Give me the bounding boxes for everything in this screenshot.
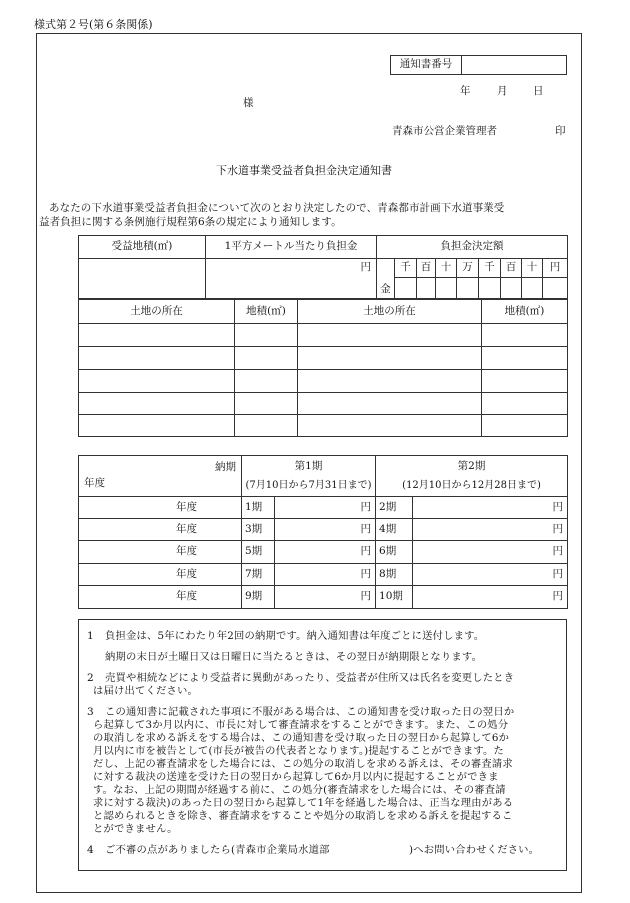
note-3-line: ら起算して3か月以内に、市長に対して審査請求をすることができます。また、この処分 xyxy=(93,719,509,731)
amount-cell[interactable]: 円 xyxy=(413,586,568,609)
digit-cell[interactable] xyxy=(522,278,543,299)
period2-range: (12月10日から12月28日まで) xyxy=(402,480,541,491)
digit-label: 十 xyxy=(436,259,457,278)
note-3-line: この通知書に記載された事項に不服がある場合は、この通知書を受け取った日の翌日か xyxy=(105,706,515,718)
note-3-line: す。なお、上記の期間が経過する前に、この処分(審査請求をした場合には、その審査請 xyxy=(93,784,506,796)
land-location-header: 土地の所在 xyxy=(298,300,482,324)
area-cell[interactable] xyxy=(79,259,206,299)
digit-cell[interactable] xyxy=(417,278,436,299)
date-month: 月 xyxy=(497,85,508,97)
period-label: 5期 xyxy=(242,541,275,564)
land-row xyxy=(79,347,568,370)
period1-range: (7月10日から7月31日まで) xyxy=(245,480,372,491)
note-4-text-a: ご不審の点がありましたら(青森市企業局水道部 xyxy=(105,844,330,856)
period-label: 4期 xyxy=(376,519,413,541)
rate-yen-unit: 円 xyxy=(206,259,377,278)
period-row xyxy=(79,541,568,564)
land-cell[interactable] xyxy=(298,370,482,393)
amount-cell[interactable]: 円 xyxy=(275,564,376,586)
amount-cell[interactable]: 円 xyxy=(413,564,568,586)
rate-cell[interactable] xyxy=(206,278,377,299)
land-cell[interactable] xyxy=(298,324,482,347)
digit-label: 万 xyxy=(457,259,479,278)
land-cell[interactable] xyxy=(235,370,298,393)
digit-cell[interactable] xyxy=(436,278,457,299)
notice-number-box xyxy=(390,55,567,75)
period-table xyxy=(78,455,568,609)
addressee-suffix: 様 xyxy=(243,97,254,109)
land-row xyxy=(79,415,568,437)
period2-header xyxy=(376,456,568,497)
land-cell[interactable] xyxy=(482,324,568,347)
land-cell[interactable] xyxy=(482,370,568,393)
col-rate-header: 1平方メートル当たり負担金 xyxy=(206,236,377,259)
land-cell[interactable] xyxy=(235,415,298,437)
nendo-label: 年度 xyxy=(84,477,105,490)
intro-line-1: あなたの下水道事業受益者負担金について次のとおり決定したので、青森都市計画下水道事業受 xyxy=(49,202,505,214)
digit-cell[interactable] xyxy=(479,278,501,299)
amount-cell[interactable]: 円 xyxy=(275,519,376,541)
notice-number-field[interactable] xyxy=(462,56,567,75)
land-location-header: 土地の所在 xyxy=(79,300,235,324)
land-cell[interactable] xyxy=(235,324,298,347)
note-number: 4 xyxy=(87,844,94,856)
period-label: 6期 xyxy=(376,541,413,564)
kin-label: 金 xyxy=(377,259,395,299)
year-cell[interactable]: 年度 xyxy=(79,541,242,564)
land-cell[interactable] xyxy=(79,393,235,415)
period-label: 7期 xyxy=(242,564,275,586)
note-number: 1 xyxy=(87,630,94,642)
note-1-line-1: 負担金は、5年にわたり年2回の納期です。納入通知書は年度ごとに送付します。 xyxy=(105,630,485,642)
period-row xyxy=(79,586,568,609)
note-3-line: に対する裁決の送達を受けた日の翌日から起算して6か月以内に提起することができま xyxy=(93,771,499,783)
land-cell[interactable] xyxy=(298,347,482,370)
amount-cell[interactable]: 円 xyxy=(275,541,376,564)
land-cell[interactable] xyxy=(482,347,568,370)
period-label: 3期 xyxy=(242,519,275,541)
note-number: 3 xyxy=(87,706,94,718)
land-cell[interactable] xyxy=(79,324,235,347)
notice-number-label: 通知書番号 xyxy=(391,56,462,75)
note-3-line: 求に対する裁決)のあった日の翌日から起算して1年を経過した場合は、正当な理由がある xyxy=(93,797,514,809)
land-cell[interactable] xyxy=(298,415,482,437)
note-2-line-1: 売買や相続などにより受益者に異動があったり、受益者が住所又は氏名を変更したとき xyxy=(105,672,515,684)
amount-cell[interactable]: 円 xyxy=(275,586,376,609)
note-number: 2 xyxy=(87,672,94,684)
note-1-line-2: 納期の末日が土曜日又は日曜日に当たるときは、その翌日が納期限となります。 xyxy=(105,651,483,663)
land-cell[interactable] xyxy=(235,347,298,370)
note-3-line: 月以内に市を被告として(市長が被告の代表者となります。)提起することができます。た xyxy=(93,745,505,757)
charge-table xyxy=(78,235,568,299)
digit-label: 千 xyxy=(395,259,417,278)
land-cell[interactable] xyxy=(235,393,298,415)
digit-cell[interactable] xyxy=(395,278,417,299)
land-row xyxy=(79,370,568,393)
land-cell[interactable] xyxy=(298,393,482,415)
year-cell[interactable]: 年度 xyxy=(79,497,242,519)
amount-cell[interactable]: 円 xyxy=(413,541,568,564)
land-cell[interactable] xyxy=(79,415,235,437)
issuer: 青森市公営企業管理者 xyxy=(392,125,497,137)
digit-cell[interactable] xyxy=(501,278,522,299)
date-day: 日 xyxy=(533,85,544,97)
amount-cell[interactable]: 円 xyxy=(413,519,568,541)
land-area-header: 地積(㎡) xyxy=(235,300,298,324)
year-cell[interactable]: 年度 xyxy=(79,586,242,609)
land-cell[interactable] xyxy=(482,415,568,437)
digit-label: 円 xyxy=(543,259,568,278)
land-cell[interactable] xyxy=(79,370,235,393)
year-cell[interactable]: 年度 xyxy=(79,564,242,586)
digit-cell[interactable] xyxy=(457,278,479,299)
intro-line-2: 益者負担に関する条例施行規程第6条の規定により通知します。 xyxy=(39,215,342,228)
period-row xyxy=(79,519,568,541)
digit-label: 十 xyxy=(522,259,543,278)
period-label: 10期 xyxy=(376,586,413,609)
seal: 印 xyxy=(555,125,566,137)
note-3-line: の取消しを求める訴えをする場合は、この通知書を受け取った日の翌日から起算して6か xyxy=(93,732,510,744)
period-label: 2期 xyxy=(376,497,413,519)
note-4-text-b: )へお問い合わせください。 xyxy=(409,844,540,856)
col-area-header: 受益地積(㎡) xyxy=(79,236,206,259)
nouki-label: 納期 xyxy=(215,461,236,473)
digit-label: 百 xyxy=(417,259,436,278)
amount-cell[interactable]: 円 xyxy=(275,497,376,519)
land-cell[interactable] xyxy=(482,393,568,415)
land-table xyxy=(78,299,568,437)
note-3-line: とができません。 xyxy=(93,823,178,835)
period1-title: 第1期 xyxy=(294,460,323,472)
period-row xyxy=(79,497,568,519)
date-year: 年 xyxy=(460,85,471,97)
land-row xyxy=(79,393,568,415)
period-label: 1期 xyxy=(242,497,275,519)
period-row xyxy=(79,564,568,586)
note-2-line-2: は届け出てください。 xyxy=(93,685,198,697)
amount-cell[interactable]: 円 xyxy=(413,497,568,519)
digit-label: 百 xyxy=(501,259,522,278)
page-title: 下水道事業受益者負担金決定通知書 xyxy=(216,164,392,177)
form-label: 様式第２号(第６条関係) xyxy=(34,18,153,31)
digit-cell[interactable] xyxy=(543,278,568,299)
intro-text xyxy=(39,202,579,229)
land-area-header: 地積(㎡) xyxy=(482,300,568,324)
land-cell[interactable] xyxy=(79,347,235,370)
land-row xyxy=(79,324,568,347)
notes-box xyxy=(78,619,567,871)
note-3-line: だし、上記の審査請求をした場合には、この処分の取消しを求める訴えは、その審査請求 xyxy=(93,758,513,770)
period-corner-cell xyxy=(79,456,242,497)
period-label: 9期 xyxy=(242,586,275,609)
digit-label: 千 xyxy=(479,259,501,278)
period-label: 8期 xyxy=(376,564,413,586)
year-cell[interactable]: 年度 xyxy=(79,519,242,541)
col-amount-header: 負担金決定額 xyxy=(377,236,568,259)
note-3-line: と認められるときを除き、審査請求をすることや処分の取消しを求める訴えを提起するこ xyxy=(93,810,513,822)
period1-header xyxy=(242,456,376,497)
period2-title: 第2期 xyxy=(457,460,486,472)
